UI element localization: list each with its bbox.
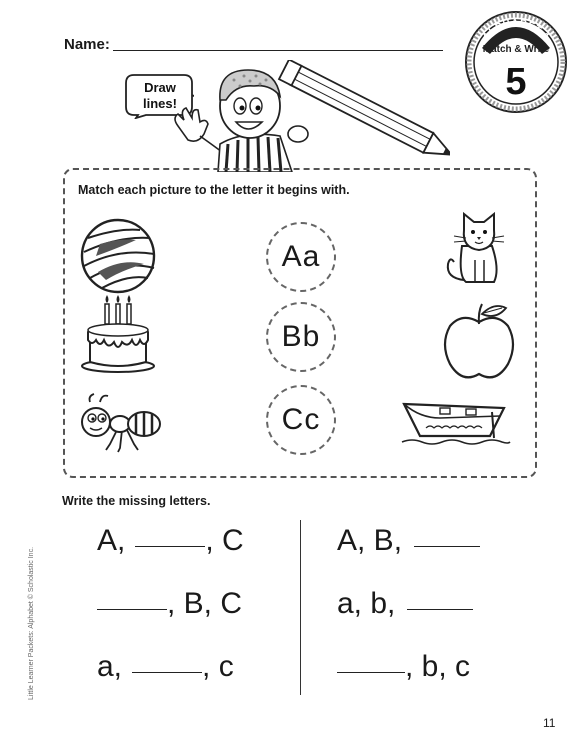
sequence-row-right-1 [337,524,480,558]
name-line[interactable] [113,50,443,51]
sequence-row-left-2 [97,587,242,621]
boy-with-pencil-illustration [170,60,450,172]
sequence-text: A, [97,524,126,557]
blank-line[interactable] [337,672,405,673]
letter-circle-c[interactable] [266,385,336,455]
letter-a: Aa [281,240,321,273]
cat-icon[interactable] [440,210,510,286]
letter-c: Cc [281,403,321,436]
sequence-row-right-3 [337,650,470,684]
sequence-text: , b, c [405,650,471,683]
badge-title: ALPHABET-1 [480,17,552,43]
sequence-text: , c [202,650,234,683]
letter-b: Bb [281,320,321,353]
sequence-text: A, B, [337,524,403,557]
ant-icon[interactable] [78,392,162,458]
bubble-line-1: Draw [144,80,176,95]
sequence-text: a, b, [337,587,396,620]
blank-line[interactable] [407,609,473,610]
badge-subtitle: Match & Write [482,44,550,55]
sequence-row-left-3 [97,650,234,684]
sequence-text: , B, C [167,587,243,620]
sequence-row-left-1 [97,524,244,558]
column-divider [300,520,301,695]
ball-icon[interactable] [78,216,158,296]
copyright-credit: Little Learner Packets: Alphabet © Scholastic Inc. [28,546,35,700]
match-instruction: Match each picture to the letter it begins with. [78,183,350,197]
blank-line[interactable] [135,546,205,547]
letter-circle-b[interactable] [266,302,336,372]
letter-circle-a[interactable] [266,222,336,292]
sequence-text: a, [97,650,123,683]
apple-icon[interactable] [440,300,518,384]
sequence-row-right-2 [337,587,473,621]
boat-icon[interactable] [400,398,512,452]
page-number: 11 [543,716,556,730]
badge-number: 5 [505,61,527,103]
activity-badge [462,8,570,116]
blank-line[interactable] [132,672,202,673]
blank-line[interactable] [97,609,167,610]
write-instruction: Write the missing letters. [62,494,211,508]
sequence-text: , C [205,524,244,557]
name-label: Name: [64,36,110,53]
blank-line[interactable] [414,546,480,547]
cake-icon[interactable] [78,292,158,374]
bubble-line-2: lines! [143,96,177,111]
